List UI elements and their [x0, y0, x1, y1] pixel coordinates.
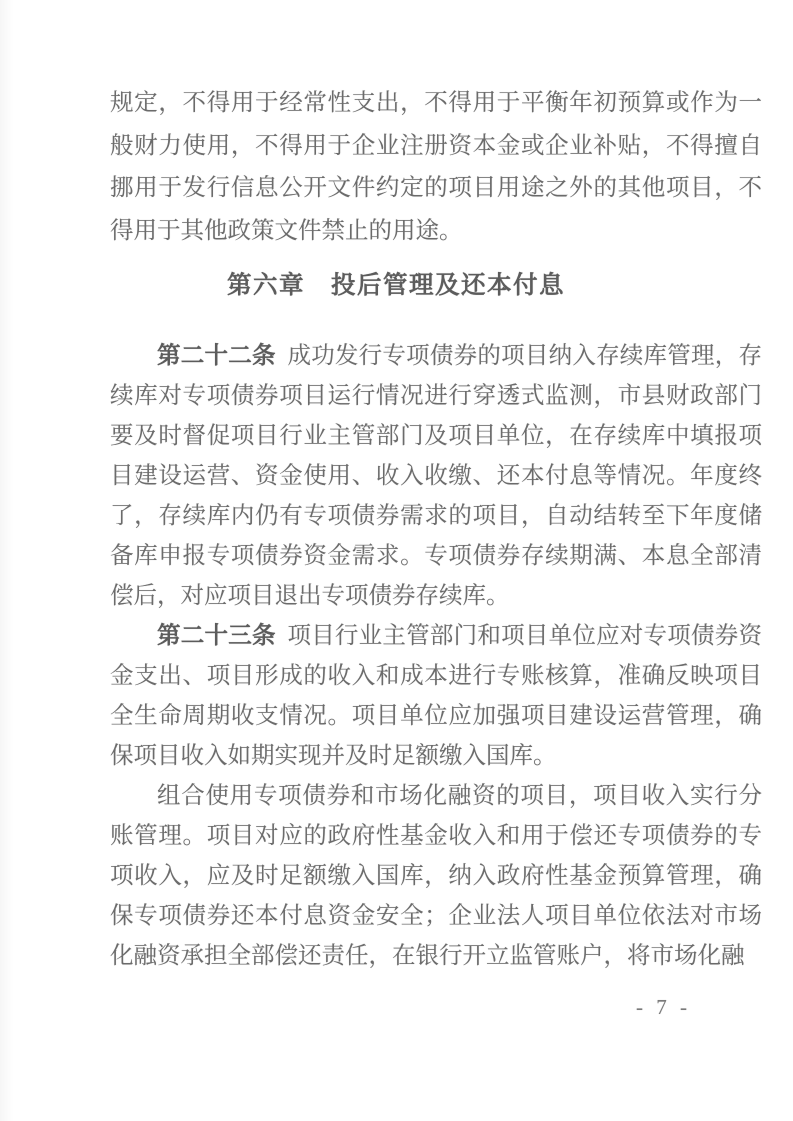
paragraph-continuation: 规定，不得用于经常性支出，不得用于平衡年初预算或作为一般财力使用，不得用于企业注册资本金或企业补贴，不得擅自挪用于发行信息公开文件约定的项目用途之外的其他项目，不得用于其他政策文件禁止的用途。: [110, 90, 762, 244]
document-body: [110, 82, 762, 976]
paragraph-article-23: [110, 616, 762, 776]
article-22-label: 第二十二条: [157, 343, 276, 369]
page-number: - 7 -: [636, 995, 691, 1019]
paragraph-combined-financing: 组合使用专项债券和市场化融资的项目，项目收入实行分账管理。项目对应的政府性基金收入和用于偿还专项债券的专项收入，应及时足额缴入国库，纳入政府性基金预算管理，确保专项债券还本付息资金安全；企业法人项目单位依法对市场化融资承担全部偿还责任，在银行开立监管账户，将市场化融: [110, 783, 762, 969]
article-22-text: 成功发行专项债券的项目纳入存续库管理，存续库对专项债券项目运行情况进行穿透式监测，市县财政部门要及时督促项目行业主管部门及项目单位，在存续库中填报项目建设运营、资金使用、收入收缴、还本付息等情况。年度终了，存续库内仍有专项债券需求的项目，自动结转至下年度储备库申报专项债券资金需求。专项债券存续期满、本息全部清偿后，对应项目退出专项债券存续库。: [110, 343, 763, 609]
article-23-text: 项目行业主管部门和项目单位应对专项债券资金支出、项目形成的收入和成本进行专账核算，准确反映项目全生命周期收支情况。项目单位应加强项目建设运营管理，确保项目收入如期实现并及时足额缴入国库。: [110, 623, 763, 769]
chapter-heading: 第六章 投后管理及还本付息: [227, 272, 565, 299]
paragraph-article-22: [110, 336, 762, 616]
article-23-label: 第二十三条: [157, 623, 276, 649]
